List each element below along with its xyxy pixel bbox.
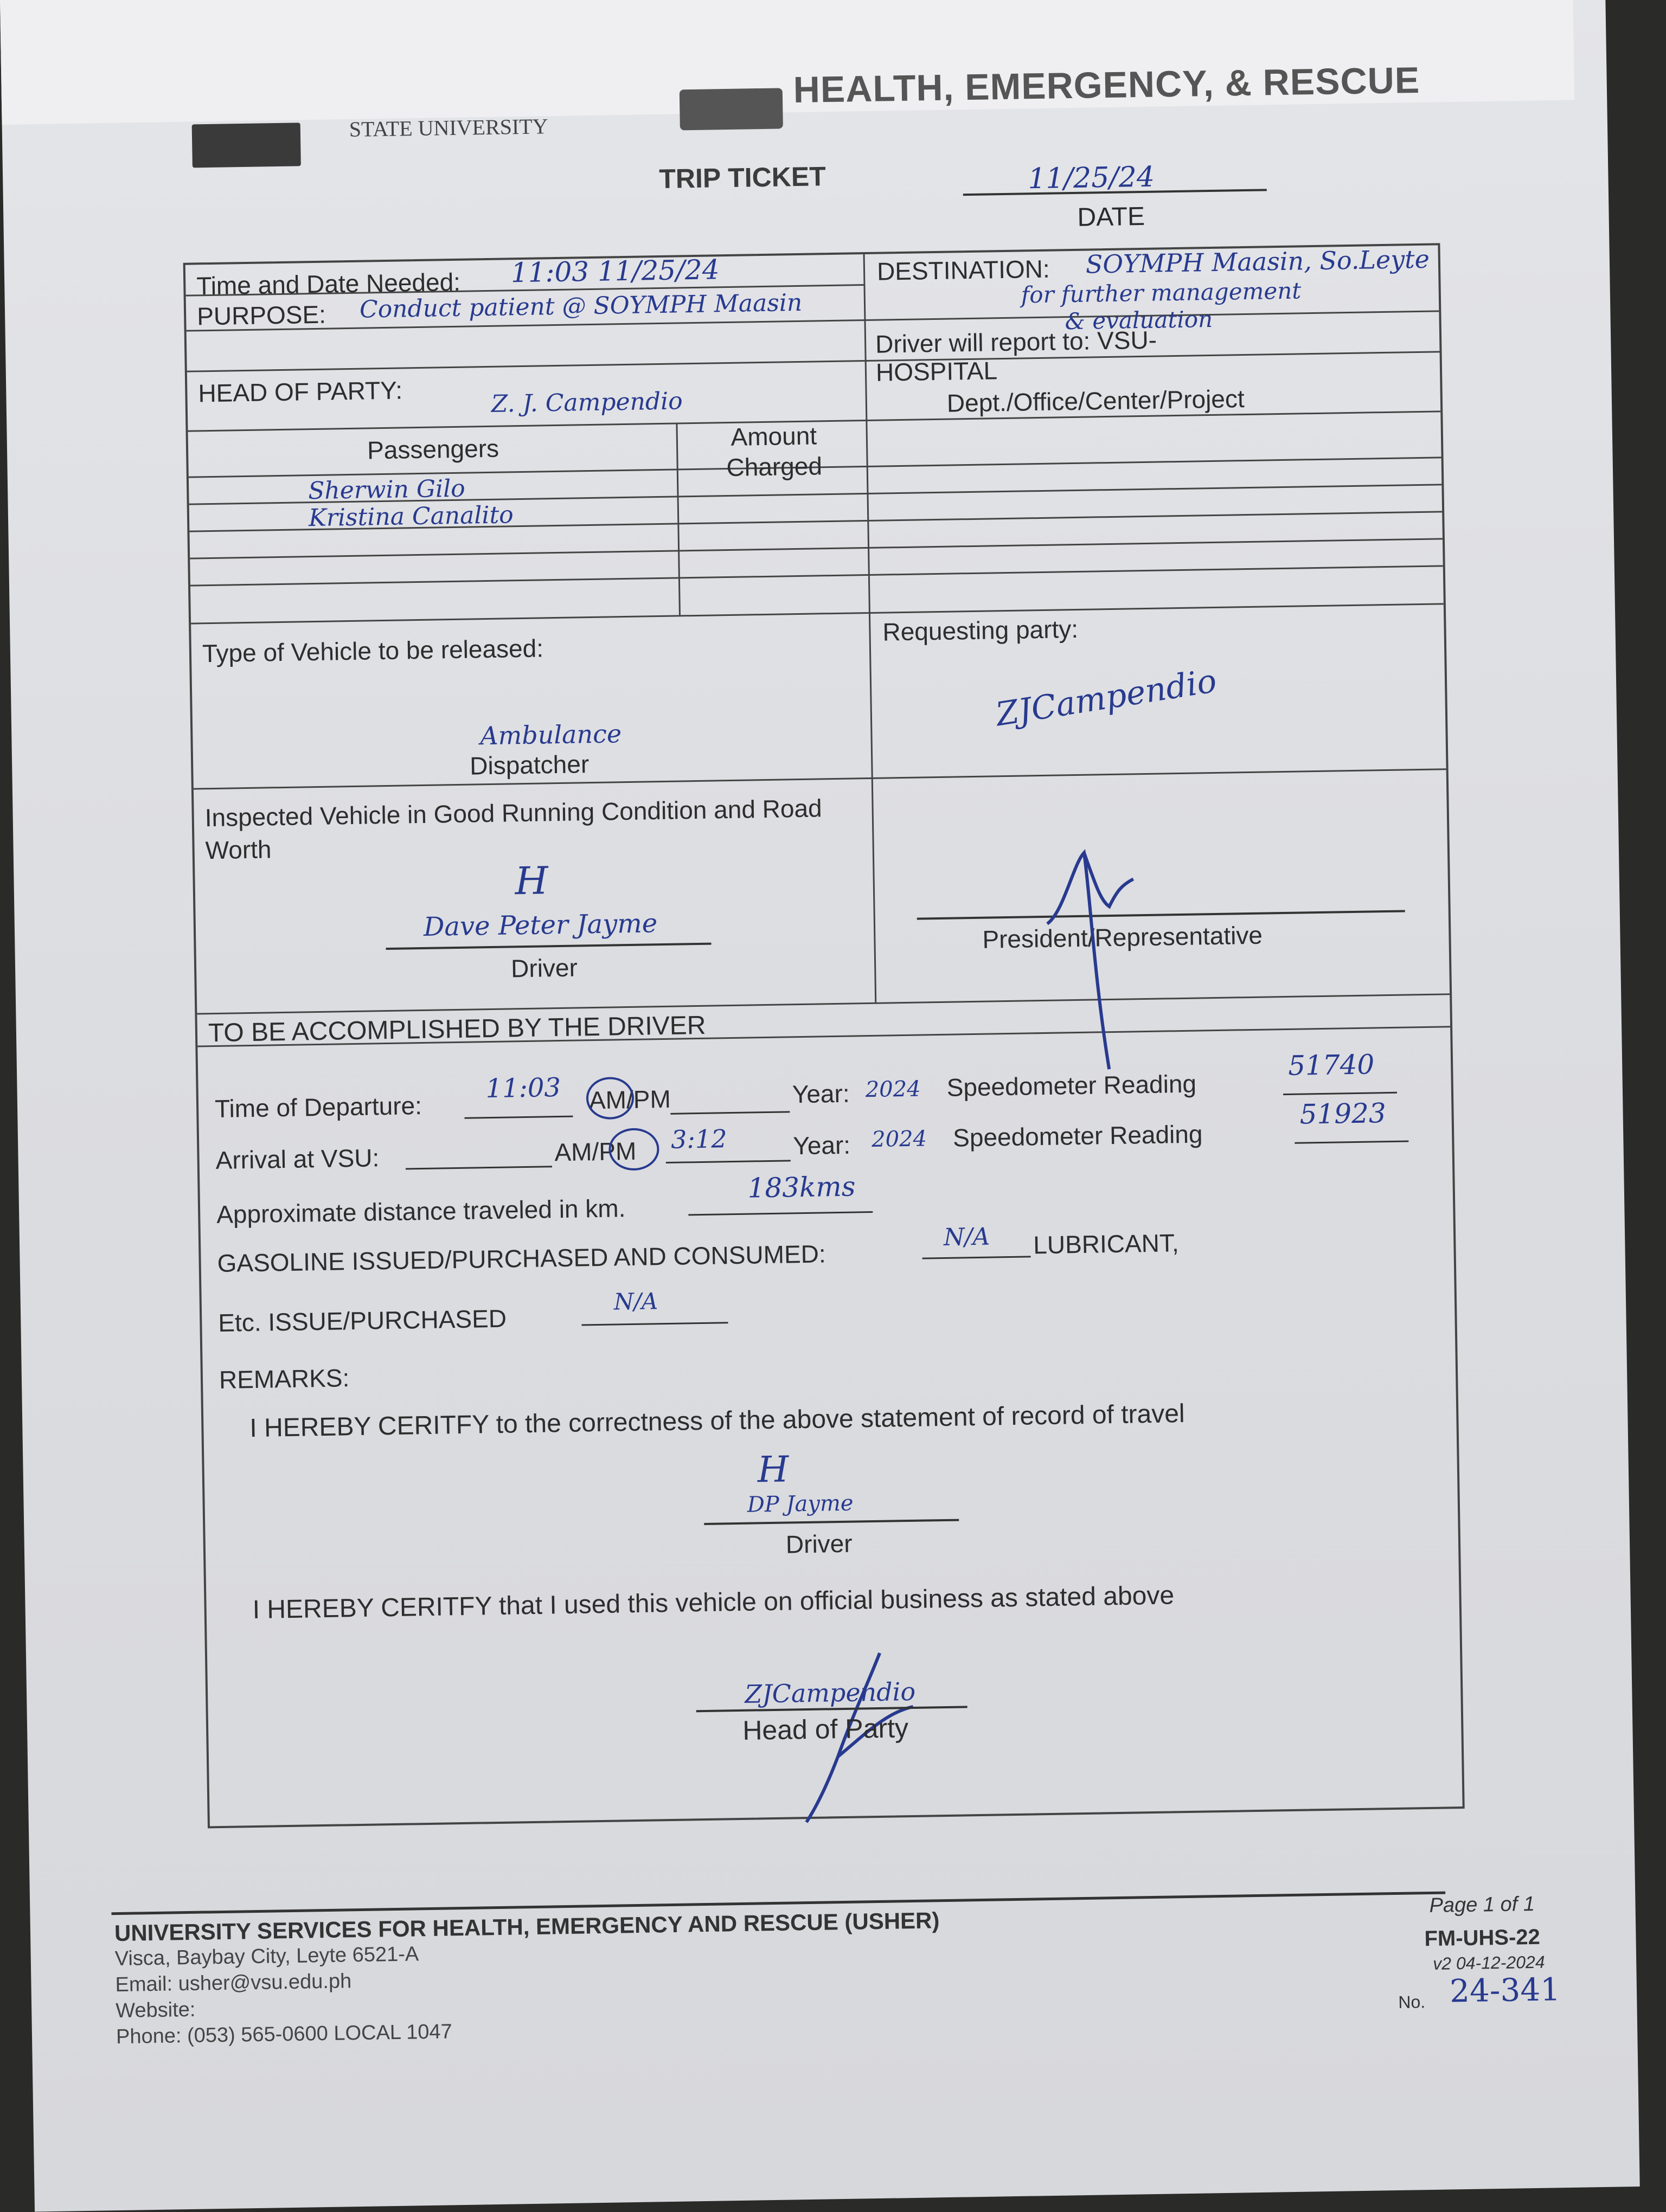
ambulance-icon — [680, 88, 783, 130]
time-date-needed-label: Time and Date Needed: — [196, 267, 461, 300]
am-pm-departure: AM/PM — [588, 1084, 671, 1115]
column-divider — [676, 422, 681, 615]
row-divider — [190, 565, 1443, 586]
etc-line — [581, 1322, 728, 1326]
vehicle-type-value: Ambulance — [480, 719, 622, 751]
passenger-name: Sherwin Gilo — [307, 474, 466, 505]
arrival-label: Arrival at VSU: — [215, 1143, 380, 1175]
driver-sign-label: Driver — [785, 1529, 853, 1559]
departure-time-line — [464, 1116, 573, 1119]
pm-circle-mark — [608, 1128, 659, 1171]
departure-time: 11:03 — [485, 1072, 561, 1104]
remarks-label: REMARKS: — [219, 1364, 350, 1394]
arrival-time-line — [666, 1160, 791, 1163]
year-label-2: Year: — [792, 1130, 851, 1160]
university-name: STATE UNIVERSITY — [349, 114, 548, 142]
inspection-label: Inspected Vehicle in Good Running Condition and Road Worth — [204, 794, 823, 865]
date-value: 11/25/24 — [1027, 160, 1155, 196]
gasoline-value: N/A — [943, 1223, 990, 1251]
driver-report-label: Driver will report to: VSU-HOSPITAL — [875, 325, 1157, 387]
footer-phone: Phone: (053) 565-0600 LOCAL 1047 — [116, 2020, 453, 2049]
row-divider — [194, 768, 1446, 789]
serial-no-label: No. — [1398, 1992, 1426, 2012]
certify-travel-text: I HEREBY CERITFY to the correctness of the above statement of record of travel — [249, 1399, 1185, 1443]
row-divider — [191, 603, 1444, 624]
gasoline-line — [922, 1256, 1031, 1259]
form-title: TRIP TICKET — [658, 161, 826, 194]
footer-email: Email: usher@vsu.edu.ph — [115, 1970, 352, 1997]
destination-label: DESTINATION: — [876, 254, 1050, 286]
office-title: HEALTH, EMERGENCY, & RESCUE — [793, 59, 1420, 111]
arrival-year: 2024 — [871, 1126, 927, 1153]
speedometer-arrival: 51923 — [1299, 1097, 1387, 1130]
speedometer-departure: 51740 — [1287, 1049, 1375, 1082]
arrival-time: 3:12 — [670, 1124, 727, 1154]
speedo-line-2 — [1295, 1140, 1408, 1143]
departure-label: Time of Departure: — [214, 1091, 422, 1123]
year-label: Year: — [792, 1079, 850, 1109]
form-version: v2 04-12-2024 — [1432, 1952, 1545, 1973]
requesting-party-signature: ZJCampendio — [993, 661, 1220, 734]
trip-form — [183, 243, 1465, 1828]
distance-label: Approximate distance traveled in km. — [216, 1194, 626, 1229]
head-signature-name: ZJCampendio — [744, 1676, 916, 1709]
distance-line — [688, 1211, 873, 1216]
footer-address: Visca, Baybay City, Leyte 6521-A — [114, 1943, 419, 1971]
vehicle-type-label: Type of Vehicle to be released: — [202, 634, 544, 668]
dept-office-header: Dept./Office/Center/Project — [946, 384, 1245, 417]
purpose-value: Conduct patient @ SOYMPH Maasin — [359, 288, 803, 324]
driver-sign-line — [704, 1519, 959, 1525]
president-signature — [1041, 840, 1180, 1076]
row-divider — [190, 538, 1443, 559]
footer-website: Website: — [115, 1998, 196, 2023]
lubricant-label: LUBRICANT, — [1033, 1229, 1180, 1259]
serial-no-value: 24-341 — [1449, 1971, 1561, 2010]
footer-org: UNIVERSITY SERVICES FOR HEALTH, EMERGENCY AND RESCUE (USHER) — [114, 1907, 940, 1946]
time-date-needed-value: 11:03 11/25/24 — [510, 254, 720, 289]
etc-label: Etc. ISSUE/PURCHASED — [217, 1304, 507, 1337]
university-logo — [192, 123, 301, 168]
departure-year: 2024 — [865, 1076, 921, 1103]
head-of-party-value: Z. J. Campendio — [491, 387, 683, 418]
amount-charged-header: Amount Charged — [726, 421, 823, 482]
dispatcher-label: Dispatcher — [469, 750, 589, 780]
requesting-party-label: Requesting party: — [882, 614, 1079, 646]
blank-line — [670, 1111, 790, 1114]
speedometer-label-2: Speedometer Reading — [952, 1120, 1203, 1152]
destination-value: SOYMPH Maasin, So.Leyte — [1085, 244, 1430, 279]
speedo-line — [1283, 1092, 1397, 1095]
driver-signature-line — [386, 943, 712, 950]
form-code: FM-UHS-22 — [1424, 1925, 1541, 1951]
driver-initial: H — [757, 1448, 789, 1491]
inspector-initial: H — [515, 858, 549, 904]
page-number: Page 1 of 1 — [1429, 1892, 1535, 1918]
passengers-header: Passengers — [367, 434, 499, 465]
head-sign-label: Head of Party — [742, 1713, 909, 1746]
etc-value: N/A — [613, 1288, 658, 1315]
gasoline-label: GASOLINE ISSUED/PURCHASED AND CONSUMED: — [217, 1239, 826, 1277]
purpose-value-3: & evaluation — [1065, 305, 1213, 335]
inspector-name: Dave Peter Jayme — [423, 908, 658, 942]
certify-business-text: I HEREBY CERITFY that I used this vehicle on official business as stated above — [252, 1581, 1175, 1625]
driver-signature-name: DP Jayme — [747, 1490, 854, 1517]
head-of-party-label: HEAD OF PARTY: — [198, 376, 403, 408]
column-divider — [863, 254, 877, 1002]
speedometer-label: Speedometer Reading — [946, 1069, 1197, 1102]
row-divider — [197, 993, 1450, 1014]
arrival-line — [406, 1166, 552, 1169]
distance-value: 183kms — [747, 1171, 856, 1204]
am-pm-arrival: AM/PM — [554, 1136, 637, 1167]
purpose-label: PURPOSE: — [196, 300, 326, 331]
driver-label: Driver — [510, 953, 578, 983]
passenger-name: Kristina Canalito — [308, 501, 514, 532]
driver-section-label: TO BE ACCOMPLISHED BY THE DRIVER — [208, 1011, 706, 1048]
purpose-value-2: for further management — [1021, 277, 1302, 308]
date-label: DATE — [1077, 202, 1145, 232]
row-divider — [187, 351, 1440, 372]
president-label: President/Representative — [982, 921, 1263, 954]
